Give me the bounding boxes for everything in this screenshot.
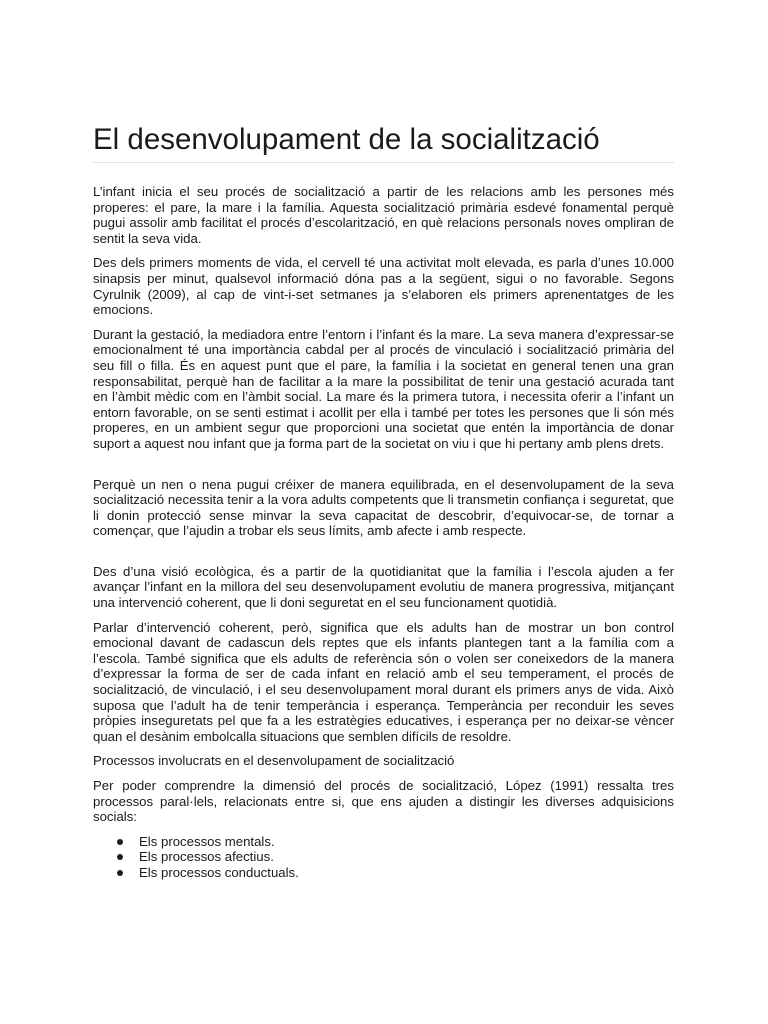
list-item	[117, 849, 674, 865]
list-item-text: Els processos afectius.	[139, 849, 274, 865]
paragraph: Parlar d’intervenció coherent, però, significa que els adults han de mostrar un bon control emocional davant de cadascun dels reptes que els infants plantegen tant a la família com a l’escola. També significa que els adults de referència són o volen ser coneixedors de la manera d’expressar la forma de ser de cada infant en relació amb el seu temperament, el procés de socialització, de vinculació, i el seu desenvolupament moral durant els primers anys de vida. Això suposa que l’adult ha de tenir temperància i esperança. Temperància per reconduir les seves pròpies inseguretats pel que fa a les estratègies educatives, i esperança per no deixar-se vèncer quan el desànim embolcalla situacions que semblen difícils de resoldre.	[93, 619, 674, 744]
list-item	[117, 865, 674, 881]
title-divider	[93, 162, 674, 163]
paragraph: L’infant inicia el seu procés de socialització a partir de les relacions amb les persones més properes: el pare, la mare i la família. Aquesta socialització primària esdevé fonamental perquè pugui assolir amb facilitat el procés d’escolarització, en què relacions personals noves ompliran de sentit la seva vida.	[93, 184, 674, 246]
page-title: El desenvolupament de la socialització	[93, 123, 600, 156]
document-body	[93, 184, 674, 881]
list-item	[117, 834, 674, 850]
paragraph: Durant la gestació, la mediadora entre l’entorn i l’infant és la mare. La seva manera d’expressar-se emocionalment té una importància cabdal per al procés de vinculació i socialització primària del seu fill o filla. És en aquest punt que el pare, la família i la societat en general tenen una gran responsabilitat, perquè han de facilitar a la mare la possibilitat de tenir una gestació acurada tant en l’àmbit mèdic com en l’àmbit social. La mare és la primera tutora, i necessita oferir a l’infant un entorn favorable, on se senti estimat i acollit per ella i també per totes les persones que li són més properes, en un ambient segur que proporcioni una societat que entén la importància de donar suport a aquest nou infant que ja forma part de la societat on viu i que hi pertany amb plens drets.	[93, 326, 674, 451]
paragraph: Per poder comprendre la dimensió del procés de socialització, López (1991) ressalta tres processos paral·lels, relacionats entre si, que ens ajuden a distingir les diverses adquisicions socials:	[93, 778, 674, 825]
paragraph: Des d’una visió ecològica, és a partir de la quotidianitat que la família i l’escola ajuden a fer avançar l’infant en la millora del seu desenvolupament evolutiu de manera progressiva, mitjançant una intervenció coherent, que li doni seguretat en el seu funcionament quotidià.	[93, 563, 674, 611]
list-item-text: Els processos conductuals.	[139, 864, 299, 880]
paragraph: Perquè un nen o nena pugui créixer de manera equilibrada, en el desenvolupament de la seva socialització necessita tenir a la vora adults competents que li transmetin confiança i seguretat, que li donin protecció sense minvar la seva capacitat de descobrir, d’equivocar-se, de tornar a començar, que l’ajudin a trobar els seus límits, amb afecte i amb respecte.	[93, 476, 674, 539]
bullet-icon	[117, 839, 123, 845]
paragraph: Des dels primers moments de vida, el cervell té una activitat molt elevada, es parla d’unes 10.000 sinapsis per minut, qualsevol informació dóna pas a la següent, sigui o no favorable. Segons Cyrulnik (2009), al cap de vint-i-set setmanes ja s’elaboren els primers aprenentatges de les emocions.	[93, 255, 674, 318]
bullet-list	[93, 834, 674, 881]
section-heading: Processos involucrats en el desenvolupament de socialització	[93, 753, 455, 769]
list-item-text: Els processos mentals.	[139, 833, 275, 849]
bullet-icon	[117, 854, 123, 860]
bullet-icon	[117, 870, 123, 876]
